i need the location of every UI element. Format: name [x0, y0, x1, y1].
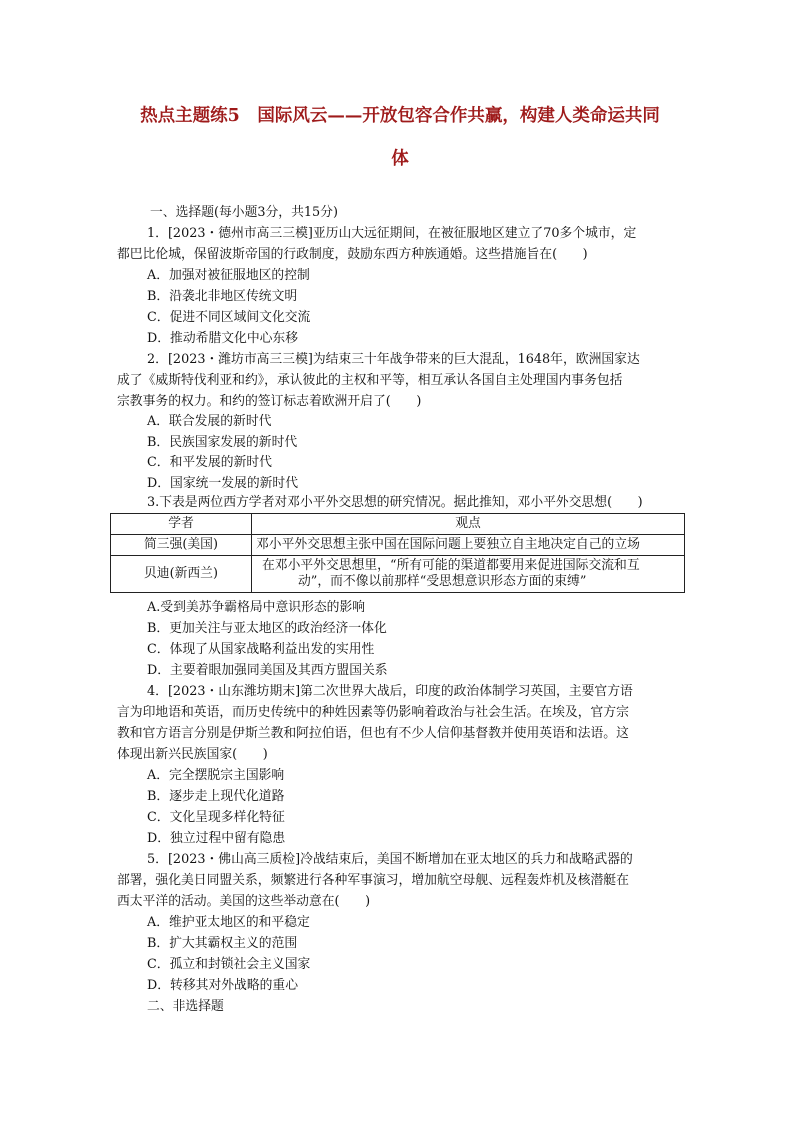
- question-5-option-d: D．转移其对外战略的重心: [147, 978, 299, 993]
- question-2-line-2: 成了《威斯特伐利亚和约》，承认彼此的主权和平等，相互承认各国自主处理国内事务包括: [117, 373, 623, 388]
- question-3-option-c: C．体现了从国家战略利益出发的实用性: [147, 642, 375, 657]
- question-1-option-c: C．促进不同区域间文化交流: [147, 310, 311, 325]
- question-4-line-2: 言为印地语和英语，而历史传统中的种姓因素等仍影响着政治与社会生活。在埃及，官方宗: [117, 705, 629, 720]
- table-cell-view: [252, 556, 685, 593]
- view-text-line-2: 动”，而不像以前那样“受思想意识形态方面的束缚”: [298, 574, 587, 589]
- table-cell-scholar: 简三强(美国): [111, 535, 252, 556]
- question-2-option-a: A．联合发展的新时代: [147, 414, 272, 429]
- view-text: 邓小平外交思想主张中国在国际问题上要独立自主地决定自己的立场: [256, 537, 640, 552]
- question-2-option-d: D．国家统一发展的新时代: [147, 476, 299, 491]
- question-1-line-1: 1．[2023・德州市高三三模]亚历山大远征期间，在被征服地区建立了70多个城市，定: [147, 226, 637, 241]
- scholar-view-table: [110, 513, 685, 593]
- table-header-row: [111, 514, 685, 535]
- section-heading-nonchoice: 二、非选择题: [147, 999, 224, 1014]
- question-2-line-3: 宗教事务的权力。和约的签订标志着欧洲开启了( ): [117, 394, 422, 409]
- question-1-option-b: B．沿袭北非地区传统文明: [147, 289, 298, 304]
- question-2-option-b: B．民族国家发展的新时代: [147, 435, 298, 450]
- page-title-line-2: 体: [391, 149, 409, 169]
- question-5-option-a: A．维护亚太地区的和平稳定: [147, 915, 310, 930]
- table-cell-view: [252, 535, 685, 556]
- question-4-line-1: 4．[2023・山东潍坊期末]第二次世界大战后，印度的政治体制学习英国，主要官方语: [147, 684, 633, 699]
- question-4-option-c: C．文化呈现多样化特征: [147, 810, 285, 825]
- question-5-line-1: 5．[2023・佛山高三质检]冷战结束后，美国不断增加在亚太地区的兵力和战略武器的: [147, 852, 633, 867]
- question-3-option-d: D．主要着眼加强同美国及其西方盟国关系: [147, 663, 388, 678]
- table-header-scholar: 学者: [111, 514, 252, 535]
- question-4-option-d: D．独立过程中留有隐患: [147, 831, 286, 846]
- section-heading-choice: 一、选择题(每小题3分，共15分): [150, 205, 338, 220]
- question-5-line-3: 西太平洋的活动。美国的这些举动意在( ): [117, 894, 371, 909]
- question-5-option-c: C．孤立和封锁社会主义国家: [147, 957, 311, 972]
- question-3-option-a: A.受到美苏争霸格局中意识形态的影响: [147, 600, 366, 615]
- table-header-view: 观点: [252, 514, 685, 535]
- question-3-option-b: B．更加关注与亚太地区的政治经济一体化: [147, 621, 387, 636]
- question-4-option-b: B．逐步走上现代化道路: [147, 789, 285, 804]
- question-4-option-a: A．完全摆脱宗主国影响: [147, 768, 285, 783]
- question-5-line-2: 部署，强化美日同盟关系，频繁进行各种军事演习，增加航空母舰、远程轰炸机及核潜艇在: [117, 873, 629, 888]
- question-5-option-b: B．扩大其霸权主义的范围: [147, 936, 298, 951]
- table-row: [111, 556, 685, 593]
- question-1-option-d: D．推动希腊文化中心东移: [147, 331, 299, 346]
- page-title-line-1: 热点主题练5 国际风云——开放包容合作共赢，构建人类命运共同: [140, 106, 660, 126]
- question-2-option-c: C．和平发展的新时代: [147, 455, 272, 470]
- question-2-line-1: 2．[2023・潍坊市高三三模]为结束三十年战争带来的巨大混乱，1648年，欧洲国家达: [147, 352, 640, 367]
- question-1-line-2: 都巴比伦城，保留波斯帝国的行政制度，鼓励东西方种族通婚。这些措施旨在( ): [117, 247, 588, 262]
- view-text-line-1: 在邓小平外交思想里，“所有可能的渠道都要用来促进国际交流和互: [262, 558, 640, 573]
- table-cell-scholar: 贝迪(新西兰): [111, 556, 252, 593]
- question-4-line-3: 教和官方语言分别是伊斯兰教和阿拉伯语，但也有不少人信仰基督教并使用英语和法语。这: [117, 726, 629, 741]
- question-1-option-a: A．加强对被征服地区的控制: [147, 268, 310, 283]
- table-row: [111, 535, 685, 556]
- question-4-line-4: 体现出新兴民族国家( ): [117, 747, 268, 762]
- question-3-line-1: 3.下表是两位西方学者对邓小平外交思想的研究情况。据此推知，邓小平外交思想( ): [147, 495, 643, 510]
